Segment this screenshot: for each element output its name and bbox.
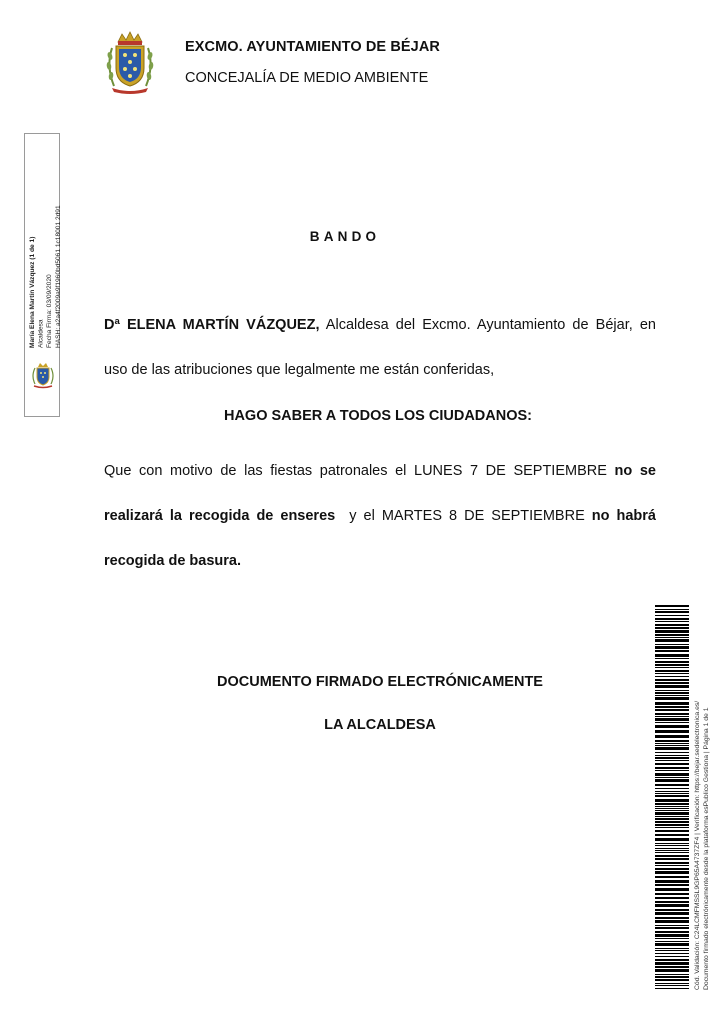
barcode-bar [655,695,689,696]
barcode-bar [655,966,689,968]
barcode-bar [655,664,689,666]
barcode-bar [655,634,689,636]
barcode-bar [655,948,689,949]
barcode-bar [655,880,689,883]
barcode-bar [655,962,689,965]
header-title: EXCMO. AYUNTAMIENTO DE BÉJAR [185,39,440,55]
barcode-bar [655,941,689,942]
barcode-bar [655,959,689,961]
barcode-bar [655,845,689,846]
barcode-bar [655,912,689,915]
barcode-bar [655,702,689,705]
barcode-bar [655,777,689,778]
barcode-bar [655,639,689,642]
barcode-bar [655,818,689,820]
notice-line-3 [104,539,656,584]
document-title: BANDO [309,229,381,244]
notice-paragraph [104,449,656,584]
intro-line2: uso de las atribuciones que legalmente me están conferidas, [104,362,495,378]
barcode-bar [655,646,689,649]
verification-line2: Documento firmado electrónicamente desde la plataforma esPublico Gestiona | Página 1 de 1 [703,707,710,990]
barcode-bar [655,630,689,633]
barcode-bar [655,713,689,715]
barcode-bar [655,624,689,626]
verification-line1: Cód. Validación: C24LCMFMSSL9GP65A4737ZF4 | Verificación: https://bejar.sedelectronica.es/ [694,700,701,990]
barcode-bar [655,865,689,866]
barcode-bar [655,862,689,864]
barcode-bar [655,767,689,769]
barcode-bar [655,779,689,782]
barcode-bar [655,904,689,907]
barcode-bar [655,827,689,828]
barcode-bar [655,909,689,911]
barcode-bar [655,799,689,802]
stamp-role: Alcaldesa [37,319,45,348]
barcode-bar [655,682,689,684]
barcode-bar [655,773,689,776]
notice-line-2 [104,494,656,539]
mayor-name: Dª ELENA MARTÍN VÁZQUEZ, [104,317,320,333]
barcode-bar [655,917,689,919]
barcode-bar [655,658,689,659]
barcode-bar [655,953,689,954]
barcode-bar [655,740,689,742]
barcode-bar [655,852,689,853]
barcode-bar [655,795,689,797]
barcode-bar [655,618,689,620]
barcode-bar [655,650,689,652]
barcode-bar [655,920,689,923]
barcode-bar [655,893,689,895]
stamp-crest-icon [30,362,56,390]
barcode-bar [655,667,689,668]
stamp-signer: María Elena Martín Vázquez (1 de 1) [29,236,36,348]
notice-part2: y el MARTES 8 DE SEPTIEMBRE [335,508,592,524]
barcode-bar [655,938,689,939]
barcode-bar [655,871,689,874]
barcode-bar [655,615,689,616]
barcode-bar [655,743,689,744]
barcode-bar [655,716,689,717]
barcode-bar [655,788,689,789]
intro-paragraph [104,303,656,393]
barcode-bar [655,644,689,645]
barcode-bar [655,745,689,746]
barcode-bar [655,838,689,841]
signer-role-label: LA ALCALDESA [324,717,436,733]
barcode-bar [655,793,689,794]
barcode-bar [655,901,689,903]
barcode-bar [655,855,689,857]
barcode-bar [655,974,689,975]
barcode-bar [655,985,689,986]
barcode-bar [655,760,689,761]
barcode-bar [655,969,689,972]
barcode-bar [655,725,689,728]
barcode-bar [655,884,689,886]
proclamation-heading: HAGO SABER A TODOS LOS CIUDADANOS: [223,408,532,424]
barcode-bar [655,897,689,899]
barcode-bar [655,730,689,733]
notice-bold2b: recogida de basura. [104,553,241,569]
barcode-bar [655,763,689,765]
barcode-bar [655,988,689,989]
barcode-bar [655,888,689,891]
barcode-bar [655,868,689,870]
notice-bold1a: no se [614,463,656,479]
barcode-bar [655,806,689,807]
barcode-bar [655,821,689,823]
barcode-bar [655,812,689,815]
barcode-bar [655,770,689,771]
stamp-hash: HASH: a2a4f2009a9f1960bd5061 1c18001 2d91 [54,205,62,348]
barcode-bar [655,810,689,811]
barcode-bar [655,850,689,851]
barcode-bar [655,605,689,607]
intro-line1-rest: Alcaldesa del Excmo. Ayuntamiento de Béjar, en [319,317,656,333]
barcode-bar [655,621,689,622]
barcode-bar [655,661,689,663]
barcode-bar [655,843,689,844]
barcode-bar [655,830,689,832]
barcode-bar [655,679,689,681]
barcode-bar [655,718,689,721]
signed-electronically-label: DOCUMENTO FIRMADO ELECTRÓNICAMENTE [217,674,543,690]
barcode-bar [655,752,689,753]
barcode-bar [655,627,689,629]
barcode-bar [655,685,689,688]
barcode-bar [655,943,689,946]
barcode-bar [655,654,689,657]
barcode-bar [655,690,689,691]
barcode-bar [655,722,689,723]
validation-barcode [655,605,689,989]
notice-line-1 [104,449,656,494]
barcode-bar [655,673,689,674]
barcode-bar [655,824,689,826]
barcode-bar [655,697,689,700]
barcode-bar [655,925,689,926]
barcode-bar [655,755,689,756]
stamp-date: Fecha Firma: 03/09/2020 [46,274,54,348]
barcode-bar [655,611,689,613]
municipal-crest-logo [104,30,156,94]
barcode-bar [655,816,689,817]
barcode-bar [655,747,689,750]
barcode-bar [655,706,689,708]
barcode-bar [655,784,689,786]
barcode-bar [655,931,689,933]
barcode-bar [655,979,689,981]
barcode-bar [655,848,689,849]
barcode-bar [655,757,689,759]
barcode-bar [655,803,689,805]
barcode-bar [655,976,689,978]
barcode-bar [655,676,689,677]
notice-bold2a: no habrá [591,508,656,524]
barcode-bar [655,956,689,957]
barcode-bar [655,858,689,860]
barcode-bar [655,808,689,809]
barcode-bar [655,609,689,610]
header-subtitle: CONCEJALÍA DE MEDIO AMBIENTE [185,70,429,86]
notice-bold1b: realizará la recogida de enseres [104,508,336,524]
barcode-bar [655,637,689,638]
barcode-bar [655,950,689,951]
notice-part1: Que con motivo de las fiestas patronales el LUNES 7 DE SEPTIEMBRE [104,463,615,479]
signature-stamp [24,133,60,417]
barcode-bar [655,791,689,792]
verification-text [693,610,715,990]
barcode-bar [655,934,689,937]
barcode-bar [655,834,689,836]
barcode-bar [655,876,689,878]
barcode-bar [655,927,689,929]
barcode-bar [655,692,689,694]
barcode-bar [655,983,689,984]
barcode-bar [655,735,689,738]
barcode-bar [655,709,689,711]
barcode-bar [655,670,689,672]
